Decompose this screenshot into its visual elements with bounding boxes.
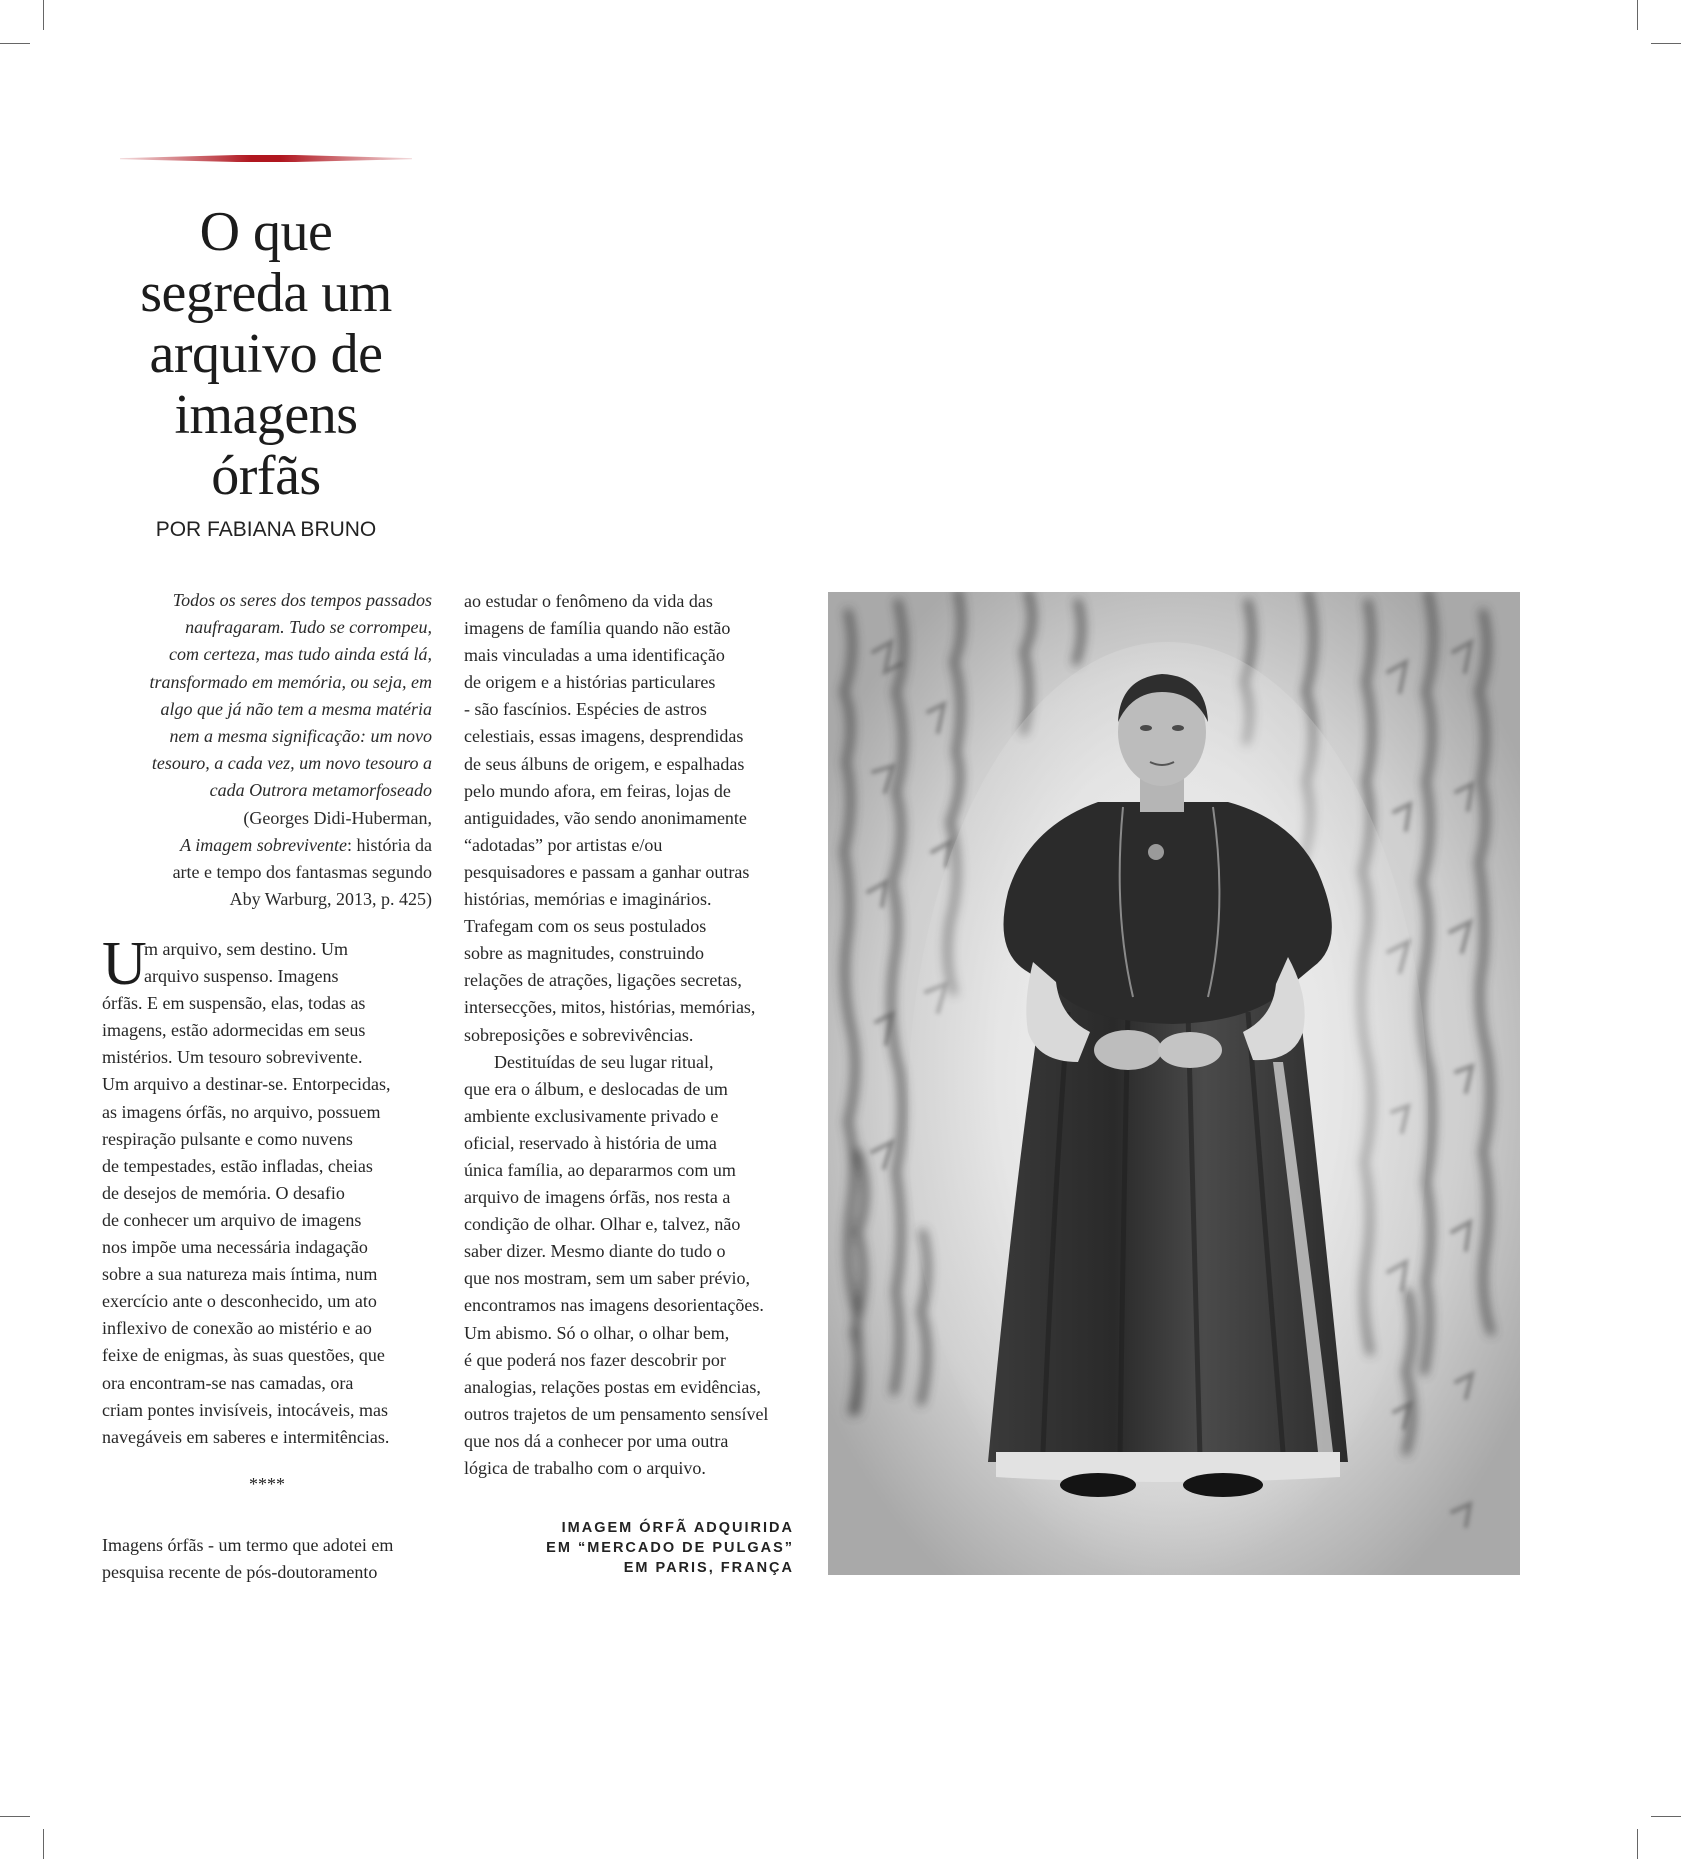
drop-cap: U — [102, 930, 147, 998]
photo-caption — [520, 1518, 794, 1578]
citation-line: arte e tempo dos fantasmas segundo — [172, 862, 432, 883]
body-line: imagens de família quando não estão — [464, 618, 731, 639]
body-line: de conhecer um arquivo de imagens — [102, 1209, 362, 1230]
crop-mark — [1637, 1829, 1638, 1859]
body-line: ao estudar o fenômeno da vida das — [464, 591, 713, 611]
body-line: Trafegam com os seus postulados — [464, 916, 707, 937]
body-line: ora encontram-se nas camadas, ora — [102, 1372, 354, 1393]
title-line: arquivo de — [149, 323, 383, 385]
body-line: respiração pulsante e como nuvens — [102, 1128, 353, 1149]
body-line: celestiais, essas imagens, desprendidas — [464, 726, 744, 747]
epigraph-line: transformado em memória, ou seja, em — [149, 671, 432, 692]
epigraph-line: com certeza, mas tudo ainda está lá, — [169, 644, 432, 665]
body-column-1-continued — [102, 1532, 432, 1586]
body-line: saber dizer. Mesmo diante do tudo o — [464, 1241, 726, 1262]
body-line: Um arquivo a destinar-se. Entorpecidas, — [102, 1074, 391, 1095]
body-line: órfãs. E em suspensão, elas, todas as — [102, 993, 366, 1014]
body-line: antiguidades, vão sendo anonimamente — [464, 807, 747, 828]
caption-line: EM “MERCADO DE PULGAS” — [546, 1540, 794, 1556]
article-title — [100, 202, 432, 507]
body-line: Um abismo. Só o olhar, o olhar bem, — [464, 1322, 730, 1343]
body-column-2 — [464, 588, 794, 1482]
accent-rule — [120, 155, 412, 162]
body-line: pesquisadores e passam a ganhar outras — [464, 861, 750, 882]
title-line: órfãs — [211, 445, 321, 507]
caption-line: IMAGEM ÓRFÃ ADQUIRIDA — [561, 1520, 794, 1536]
body-line: de seus álbuns de origem, e espalhadas — [464, 753, 745, 774]
body-line: pelo mundo afora, em feiras, lojas de — [464, 780, 731, 801]
body-line: - são fascínios. Espécies de astros — [464, 699, 707, 720]
body-line: condição de olhar. Olhar e, talvez, não — [464, 1214, 741, 1235]
body-line: arquivo de imagens órfãs, nos resta a — [464, 1187, 731, 1208]
body-line: imagens, estão adormecidas em seus — [102, 1020, 366, 1041]
title-line: O que — [199, 201, 333, 263]
caption-line: EM PARIS, FRANÇA — [623, 1560, 794, 1576]
photo-illustration — [828, 592, 1520, 1575]
section-separator: **** — [249, 1474, 285, 1494]
body-line: Destituídas de seu lugar ritual, — [494, 1051, 714, 1072]
epigraph — [100, 587, 432, 913]
body-line: de desejos de memória. O desafio — [102, 1182, 345, 1203]
crop-mark — [1651, 1816, 1681, 1817]
body-line: navegáveis em saberes e intermitências. — [102, 1426, 390, 1447]
body-line: nos impõe uma necessária indagação — [102, 1237, 368, 1258]
body-line: oficial, reservado à história de uma — [464, 1132, 717, 1153]
crop-mark — [0, 43, 30, 44]
body-line: “adotadas” por artistas e/ou — [464, 834, 663, 855]
body-line: feixe de enigmas, às suas questões, que — [102, 1345, 385, 1366]
epigraph-line: cada Outrora metamorfoseado — [209, 780, 432, 801]
epigraph-line: naufragaram. Tudo se corrompeu, — [185, 617, 432, 638]
body-line: as imagens órfãs, no arquivo, possuem — [102, 1101, 381, 1122]
body-line: pesquisa recente de pós-doutoramento — [102, 1562, 378, 1583]
body-line: que era o álbum, e deslocadas de um — [464, 1078, 728, 1099]
body-line: analogias, relações postas em evidências, — [464, 1376, 761, 1397]
body-line: arquivo suspenso. Imagens — [144, 966, 339, 987]
title-line: segreda um — [140, 262, 392, 324]
byline: POR FABIANA BRUNO — [155, 518, 377, 541]
body-line: ambiente exclusivamente privado e — [464, 1105, 719, 1126]
body-line: sobreposições e sobrevivências. — [464, 1024, 694, 1045]
epigraph-line: nem a mesma significação: um novo — [169, 726, 432, 747]
body-line: relações de atrações, ligações secretas, — [464, 970, 742, 991]
citation-book-line — [100, 832, 432, 859]
body-line: que nos dá a conhecer por uma outra — [464, 1430, 729, 1451]
body-line: exercício ante o desconhecido, um ato — [102, 1291, 377, 1312]
epigraph-line: algo que já não tem a mesma matéria — [160, 698, 432, 719]
crop-mark — [43, 0, 44, 30]
body-line: que nos mostram, sem um saber prévio, — [464, 1268, 750, 1289]
epigraph-line: Todos os seres dos tempos passados — [172, 590, 432, 610]
title-line: imagens — [174, 384, 358, 446]
epigraph-line: tesouro, a cada vez, um novo tesouro a — [151, 753, 432, 774]
body-line: inflexivo de conexão ao mistério e ao — [102, 1318, 372, 1339]
crop-mark — [43, 1829, 44, 1859]
crop-mark — [0, 1816, 30, 1817]
body-line: m arquivo, sem destino. Um — [144, 939, 348, 959]
body-line: outros trajetos de um pensamento sensível — [464, 1403, 769, 1424]
orphan-photograph — [828, 592, 1520, 1575]
body-line: sobre as magnitudes, construindo — [464, 943, 704, 964]
citation-book: A imagem sobrevivente — [180, 834, 348, 855]
body-column-1 — [102, 930, 432, 1451]
body-line: lógica de trabalho com o arquivo. — [464, 1458, 706, 1478]
body-line: mais vinculadas a uma identificação — [464, 645, 725, 666]
citation-rest: : história da — [347, 834, 432, 855]
body-line: intersecções, mitos, histórias, memórias, — [464, 997, 756, 1018]
body-line: Imagens órfãs - um termo que adotei em — [102, 1535, 394, 1555]
body-line: sobre a sua natureza mais íntima, num — [102, 1264, 378, 1285]
body-line: mistérios. Um tesouro sobrevivente. — [102, 1047, 363, 1068]
body-line: histórias, memórias e imaginários. — [464, 889, 712, 910]
body-line: de origem e a histórias particulares — [464, 672, 716, 693]
body-line: encontramos nas imagens desorientações. — [464, 1295, 764, 1316]
citation-line: Aby Warburg, 2013, p. 425) — [229, 889, 432, 910]
citation-author: (Georges Didi-Huberman, — [243, 807, 432, 828]
crop-mark — [1637, 0, 1638, 30]
body-line: de tempestades, estão infladas, cheias — [102, 1155, 373, 1176]
body-line: criam pontes invisíveis, intocáveis, mas — [102, 1399, 388, 1420]
crop-mark — [1651, 43, 1681, 44]
body-line: única família, ao depararmos com um — [464, 1159, 736, 1180]
body-line: é que poderá nos fazer descobrir por — [464, 1349, 726, 1370]
